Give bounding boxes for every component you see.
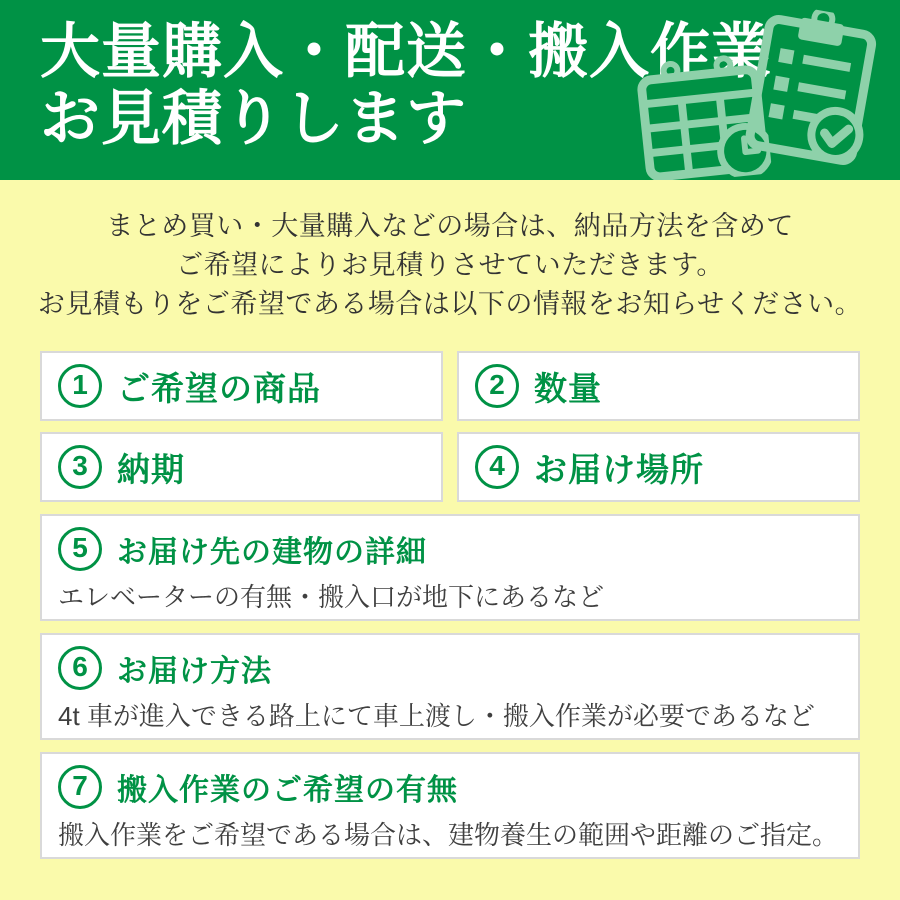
item-3-number-badge: 3 <box>58 445 102 489</box>
quote-item-2 <box>457 351 860 421</box>
page-title-line-2: お見積りします <box>40 85 467 152</box>
item-1-number-badge: 1 <box>58 364 102 408</box>
item-5-title-row <box>58 527 842 571</box>
quote-info-list <box>40 351 860 859</box>
item-5-number-badge: 5 <box>58 527 102 571</box>
item-6-number-badge: 6 <box>58 646 102 690</box>
quote-item-3 <box>40 432 443 502</box>
item-7-title-row <box>58 765 842 809</box>
item-7-title: 搬入作業のご希望の有無 <box>117 774 458 807</box>
quote-item-6 <box>40 633 860 740</box>
item-6-title-row <box>58 646 842 690</box>
clipboard-checklist-icon <box>737 1 885 178</box>
header-icons <box>638 8 888 178</box>
quote-item-5 <box>40 514 860 621</box>
header-banner <box>0 0 900 180</box>
item-7-number-badge: 7 <box>58 765 102 809</box>
item-1-title: ご希望の商品 <box>117 369 321 407</box>
item-4-title: お届け場所 <box>534 450 704 488</box>
item-6-subtitle: 4t 車が進入できる路上にて車上渡し・搬入作業が必要であるなど <box>58 701 815 731</box>
item-2-number-badge: 2 <box>475 364 519 408</box>
item-6-title: お届け方法 <box>117 655 272 688</box>
quote-item-1 <box>40 351 443 421</box>
item-3-title: 納期 <box>117 450 185 488</box>
intro-line-3: お見積もりをご希望である場合は以下の情報をお知らせください。 <box>37 289 863 319</box>
item-5-subtitle: エレベーターの有無・搬入口が地下にあるなど <box>58 582 605 612</box>
item-2-title: 数量 <box>534 369 602 407</box>
items-grid <box>40 351 860 502</box>
item-4-number-badge: 4 <box>475 445 519 489</box>
quote-item-4 <box>457 432 860 502</box>
page-title-line-1: 大量購入・配送・搬入作業 <box>40 18 772 85</box>
item-7-subtitle: 搬入作業をご希望である場合は、建物養生の範囲や距離のご指定。 <box>58 820 839 850</box>
quote-item-7 <box>40 752 860 859</box>
intro-text <box>0 207 900 324</box>
item-5-title: お届け先の建物の詳細 <box>117 536 427 569</box>
intro-line-1: まとめ買い・大量購入などの場合は、納品方法を含めて <box>106 211 794 241</box>
intro-line-2: ご希望によりお見積りさせていただきます。 <box>176 250 724 280</box>
